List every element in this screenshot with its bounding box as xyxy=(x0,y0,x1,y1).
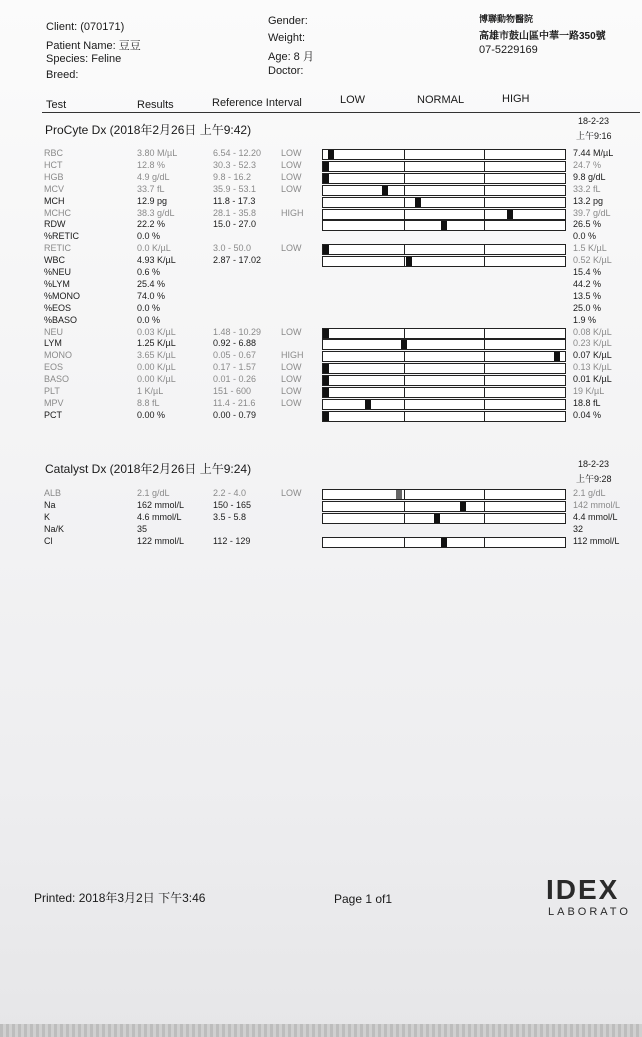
previous-result: 19 K/µL xyxy=(573,386,605,396)
test-name: Cl xyxy=(44,536,53,546)
reference-interval: 2.2 - 4.0 xyxy=(213,488,247,498)
result-marker xyxy=(441,538,447,547)
reference-interval: 2.87 - 17.02 xyxy=(213,255,262,265)
result-marker xyxy=(323,329,329,338)
result-flag: LOW xyxy=(281,172,302,182)
test-name: Na/K xyxy=(44,524,65,534)
range-divider xyxy=(404,257,405,266)
test-name: %RETIC xyxy=(44,231,80,241)
result-value: 0.0 K/µL xyxy=(137,243,171,253)
previous-result: 44.2 % xyxy=(573,279,602,289)
previous-result: 0.01 K/µL xyxy=(573,374,612,384)
range-bar xyxy=(322,256,566,267)
previous-result: 26.5 % xyxy=(573,219,602,229)
range-divider xyxy=(404,245,405,254)
result-flag: LOW xyxy=(281,488,302,498)
range-bar xyxy=(322,339,566,350)
prev-date-catalyst: 18-2-23 xyxy=(578,459,610,469)
previous-result: 112 mmol/L xyxy=(573,536,620,546)
range-divider xyxy=(404,514,405,523)
result-flag: LOW xyxy=(281,148,302,158)
range-divider xyxy=(404,388,405,397)
previous-result: 24.7 % xyxy=(573,160,602,170)
range-divider xyxy=(404,329,405,338)
test-name: ALB xyxy=(44,488,62,498)
result-value: 0.03 K/µL xyxy=(137,327,176,337)
range-divider xyxy=(484,340,485,349)
range-divider xyxy=(484,198,485,207)
test-name: BASO xyxy=(44,374,70,384)
range-divider xyxy=(484,490,485,499)
result-flag: LOW xyxy=(281,184,302,194)
range-divider xyxy=(484,364,485,373)
reference-interval: 0.92 - 6.88 xyxy=(213,338,257,348)
result-marker xyxy=(323,174,329,183)
result-value: 0.00 K/µL xyxy=(137,374,176,384)
clinic-address: 高雄市鼓山區中華一路350號 xyxy=(479,31,606,42)
col-low: LOW xyxy=(340,94,366,106)
printed-date: Printed: 2018年3月2日 下午3:46 xyxy=(34,891,206,905)
doctor: Doctor: xyxy=(268,65,304,77)
range-bar xyxy=(322,387,566,398)
range-divider xyxy=(484,329,485,338)
result-marker xyxy=(460,502,466,511)
reference-interval: 3.5 - 5.8 xyxy=(213,512,247,522)
result-marker xyxy=(554,352,560,361)
range-bar xyxy=(322,185,566,196)
range-bar xyxy=(322,375,566,386)
result-value: 35 xyxy=(137,524,148,534)
range-bar xyxy=(322,513,566,524)
result-marker xyxy=(382,186,388,195)
result-value: 25.4 % xyxy=(137,279,166,289)
test-name: LYM xyxy=(44,338,62,348)
previous-result: 32 xyxy=(573,524,584,534)
range-divider xyxy=(404,210,405,219)
previous-result: 0.52 K/µL xyxy=(573,255,612,265)
range-divider xyxy=(404,400,405,409)
test-name: %EOS xyxy=(44,303,72,313)
test-name: RDW xyxy=(44,219,66,229)
range-divider xyxy=(404,352,405,361)
result-value: 4.6 mmol/L xyxy=(137,512,182,522)
result-marker xyxy=(323,162,329,171)
reference-interval: 150 - 165 xyxy=(213,500,252,510)
result-marker xyxy=(441,221,447,230)
result-marker xyxy=(365,400,371,409)
range-divider xyxy=(484,514,485,523)
previous-result: 13.2 pg xyxy=(573,196,604,206)
reference-interval: 30.3 - 52.3 xyxy=(213,160,257,170)
range-bar xyxy=(322,363,566,374)
range-bar xyxy=(322,197,566,208)
clinic-phone: 07-5229169 xyxy=(479,44,538,56)
previous-result: 0.23 K/µL xyxy=(573,338,612,348)
test-name: %BASO xyxy=(44,315,78,325)
page-number: Page 1 of1 xyxy=(334,892,393,906)
weight: Weight: xyxy=(268,32,306,44)
section-title-procyte: ProCyte Dx (2018年2月26日 上午9:42) xyxy=(45,123,252,137)
previous-result: 2.1 g/dL xyxy=(573,488,606,498)
test-name: MCHC xyxy=(44,208,71,218)
result-marker xyxy=(415,198,421,207)
test-name: MPV xyxy=(44,398,64,408)
result-value: 0.0 % xyxy=(137,303,161,313)
range-divider xyxy=(484,502,485,511)
result-marker xyxy=(323,412,329,421)
result-marker xyxy=(323,245,329,254)
result-marker xyxy=(434,514,440,523)
prev-time-catalyst: 上午9:28 xyxy=(576,474,612,484)
previous-result: 0.13 K/µL xyxy=(573,362,612,372)
range-bar xyxy=(322,537,566,548)
range-divider xyxy=(484,376,485,385)
reference-interval: 0.01 - 0.26 xyxy=(213,374,257,384)
range-bar xyxy=(322,173,566,184)
result-marker xyxy=(507,210,513,219)
previous-result: 18.8 fL xyxy=(573,398,601,408)
test-name: HGB xyxy=(44,172,64,182)
patient-name: Patient Name: 豆豆 xyxy=(46,40,141,52)
range-bar xyxy=(322,489,566,500)
result-value: 122 mmol/L xyxy=(137,536,185,546)
result-value: 12.8 % xyxy=(137,160,166,170)
result-marker xyxy=(396,490,402,499)
range-divider xyxy=(404,198,405,207)
col-high: HIGH xyxy=(502,93,530,105)
col-reference: Reference Interval xyxy=(212,97,302,109)
result-marker xyxy=(323,376,329,385)
range-bar xyxy=(322,149,566,160)
result-value: 74.0 % xyxy=(137,291,166,301)
range-divider xyxy=(484,257,485,266)
range-divider xyxy=(404,221,405,230)
reference-interval: 0.17 - 1.57 xyxy=(213,362,257,372)
previous-result: 1.9 % xyxy=(573,315,597,325)
prev-date-procyte: 18-2-23 xyxy=(578,116,610,126)
header-rule xyxy=(42,112,640,113)
result-flag: LOW xyxy=(281,160,302,170)
reference-interval: 6.54 - 12.20 xyxy=(213,148,262,158)
col-results: Results xyxy=(137,99,174,111)
section-title-catalyst: Catalyst Dx (2018年2月26日 上午9:24) xyxy=(45,462,252,476)
result-marker xyxy=(323,388,329,397)
range-divider xyxy=(484,352,485,361)
range-bar xyxy=(322,220,566,231)
test-name: RETIC xyxy=(44,243,71,253)
range-divider xyxy=(484,210,485,219)
result-value: 0.00 % xyxy=(137,410,166,420)
test-name: PLT xyxy=(44,386,60,396)
result-flag: LOW xyxy=(281,386,302,396)
range-divider xyxy=(484,388,485,397)
previous-result: 13.5 % xyxy=(573,291,602,301)
previous-result: 0.08 K/µL xyxy=(573,327,612,337)
result-value: 0.0 % xyxy=(137,315,161,325)
previous-result: 15.4 % xyxy=(573,267,602,277)
gender: Gender: xyxy=(268,15,308,27)
range-divider xyxy=(484,245,485,254)
result-marker xyxy=(328,150,334,159)
range-divider xyxy=(404,502,405,511)
breed: Breed: xyxy=(46,69,79,81)
test-name: EOS xyxy=(44,362,64,372)
client-id: Client: (070171) xyxy=(46,21,125,33)
result-flag: HIGH xyxy=(281,208,304,218)
range-bar xyxy=(322,209,566,220)
idexx-logo-subtext: LABORATO xyxy=(548,906,631,918)
previous-result: 39.7 g/dL xyxy=(573,208,611,218)
col-normal: NORMAL xyxy=(417,94,465,106)
range-divider xyxy=(404,376,405,385)
previous-result: 0.04 % xyxy=(573,410,602,420)
range-bar xyxy=(322,244,566,255)
test-name: PCT xyxy=(44,410,62,420)
clinic-name: 博聯動物醫院 xyxy=(479,14,534,24)
range-divider xyxy=(484,186,485,195)
range-divider xyxy=(404,186,405,195)
result-marker xyxy=(406,257,412,266)
previous-result: 33.2 fL xyxy=(573,184,601,194)
previous-result: 0.0 % xyxy=(573,231,597,241)
result-value: 1.25 K/µL xyxy=(137,338,176,348)
scanner-edge xyxy=(0,1024,642,1037)
result-flag: LOW xyxy=(281,374,302,384)
age: Age: 8 月 xyxy=(268,51,314,63)
previous-result: 142 mmol/L xyxy=(573,500,621,510)
result-flag: LOW xyxy=(281,398,302,408)
test-name: RBC xyxy=(44,148,64,158)
previous-result: 4.4 mmol/L xyxy=(573,512,618,522)
test-name: %NEU xyxy=(44,267,72,277)
result-value: 1 K/µL xyxy=(137,386,164,396)
reference-interval: 151 - 600 xyxy=(213,386,252,396)
range-divider xyxy=(404,364,405,373)
col-test: Test xyxy=(46,99,67,111)
result-value: 4.9 g/dL xyxy=(137,172,170,182)
reference-interval: 28.1 - 35.8 xyxy=(213,208,257,218)
reference-interval: 11.4 - 21.6 xyxy=(213,398,256,408)
result-value: 4.93 K/µL xyxy=(137,255,176,265)
test-name: Na xyxy=(44,500,56,510)
reference-interval: 0.00 - 0.79 xyxy=(213,410,257,420)
range-divider xyxy=(484,174,485,183)
reference-interval: 0.05 - 0.67 xyxy=(213,350,257,360)
range-divider xyxy=(404,538,405,547)
reference-interval: 11.8 - 17.3 xyxy=(213,196,256,206)
result-value: 12.9 pg xyxy=(137,196,168,206)
result-flag: LOW xyxy=(281,243,302,253)
test-name: MONO xyxy=(44,350,72,360)
idexx-logo: IDEX xyxy=(546,874,620,905)
test-name: WBC xyxy=(44,255,65,265)
result-value: 0.0 % xyxy=(137,231,161,241)
previous-result: 0.07 K/µL xyxy=(573,350,612,360)
result-marker xyxy=(401,340,407,349)
previous-result: 25.0 % xyxy=(573,303,602,313)
previous-result: 1.5 K/µL xyxy=(573,243,607,253)
result-flag: LOW xyxy=(281,362,302,372)
result-marker xyxy=(323,364,329,373)
reference-interval: 1.48 - 10.29 xyxy=(213,327,262,337)
result-value: 0.00 K/µL xyxy=(137,362,176,372)
range-divider xyxy=(484,221,485,230)
range-bar xyxy=(322,399,566,410)
test-name: HCT xyxy=(44,160,63,170)
range-divider xyxy=(404,412,405,421)
test-name: MCH xyxy=(44,196,65,206)
reference-interval: 35.9 - 53.1 xyxy=(213,184,257,194)
species: Species: Feline xyxy=(46,53,122,65)
result-value: 0.6 % xyxy=(137,267,161,277)
previous-result: 7.44 M/µL xyxy=(573,148,614,158)
range-bar xyxy=(322,328,566,339)
result-value: 38.3 g/dL xyxy=(137,208,175,218)
result-value: 3.80 M/µL xyxy=(137,148,178,158)
test-name: %MONO xyxy=(44,291,80,301)
test-name: NEU xyxy=(44,327,64,337)
range-divider xyxy=(484,412,485,421)
test-name: %LYM xyxy=(44,279,70,289)
reference-interval: 112 - 129 xyxy=(213,536,251,546)
result-flag: LOW xyxy=(281,327,302,337)
result-value: 8.8 fL xyxy=(137,398,160,408)
range-bar xyxy=(322,351,566,362)
range-divider xyxy=(404,162,405,171)
range-divider xyxy=(404,490,405,499)
range-divider xyxy=(484,400,485,409)
range-bar xyxy=(322,501,566,512)
range-divider xyxy=(484,538,485,547)
prev-time-procyte: 上午9:16 xyxy=(576,131,612,141)
range-bar xyxy=(322,411,566,422)
range-divider xyxy=(404,150,405,159)
range-divider xyxy=(484,162,485,171)
range-divider xyxy=(484,150,485,159)
range-divider xyxy=(404,174,405,183)
reference-interval: 15.0 - 27.0 xyxy=(213,219,257,229)
reference-interval: 9.8 - 16.2 xyxy=(213,172,252,182)
result-value: 162 mmol/L xyxy=(137,500,185,510)
reference-interval: 3.0 - 50.0 xyxy=(213,243,252,253)
test-name: MCV xyxy=(44,184,64,194)
result-value: 3.65 K/µL xyxy=(137,350,176,360)
range-bar xyxy=(322,161,566,172)
test-name: K xyxy=(44,512,51,522)
result-value: 33.7 fL xyxy=(137,184,165,194)
result-value: 2.1 g/dL xyxy=(137,488,170,498)
result-flag: HIGH xyxy=(281,350,304,360)
previous-result: 9.8 g/dL xyxy=(573,172,606,182)
result-value: 22.2 % xyxy=(137,219,166,229)
